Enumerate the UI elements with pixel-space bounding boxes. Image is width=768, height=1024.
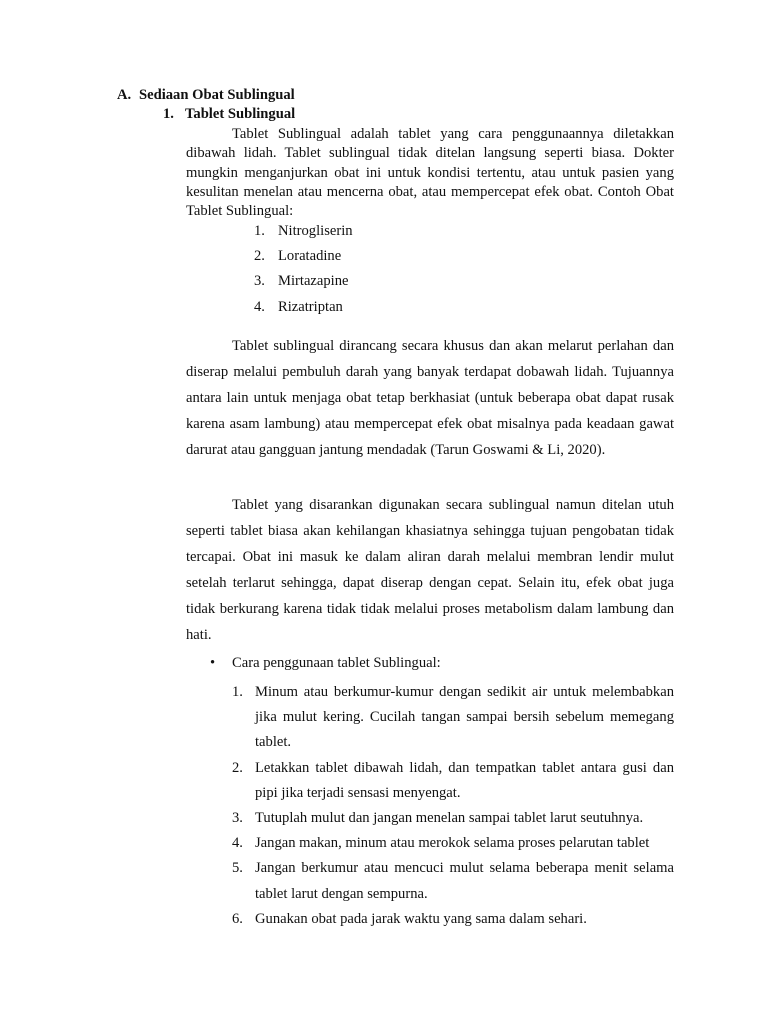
- usage-steps-list: [232, 680, 674, 932]
- step-number: 2.: [232, 759, 243, 776]
- list-item: [254, 246, 353, 271]
- list-item-text: Nitrogliserin: [278, 223, 353, 239]
- body-paragraph-2: Tablet sublingual dirancang secara khusus dan akan melarut perlahan dan diserap melalui pembuluh darah yang banyak terdapat dobawah lidah. Tujuannya antara lain untuk menjaga obat tetap berkhasiat (untuk beberapa obat dapat rusak karena asam lambung) atau mempercepat efek obat misalnya pada keadaan gawat darurat atau gangguan jantung mendadak (Tarun Goswami & Li, 2020).: [186, 338, 674, 459]
- list-item: [232, 856, 674, 906]
- step-text: Letakkan tablet dibawah lidah, dan tempatkan tablet antara gusi dan pipi jika terjadi sensasi menyengat.: [255, 759, 674, 801]
- list-item: [254, 297, 353, 322]
- section-title: Sediaan Obat Sublingual: [139, 87, 295, 103]
- intro-paragraph: Tablet Sublingual adalah tablet yang cara penggunaannya diletakkan dibawah lidah. Tablet sublingual tidak ditelan langsung seperti biasa. Dokter mungkin menganjurkan obat ini untuk kondisi tertentu, atau untuk pasien yang kesulitan menelan atau mencerna obat, atau mempercepat efek obat. Contoh Obat Tablet Sublingual:: [186, 126, 674, 220]
- list-item-text: Loratadine: [278, 248, 342, 265]
- step-number: 3.: [232, 810, 243, 827]
- subsection-number: 1.: [163, 106, 174, 122]
- example-list: [254, 221, 353, 322]
- step-text: Tutuplah mulut dan jangan menelan sampai tablet larut seutuhnya.: [255, 810, 644, 827]
- bullet-icon: •: [210, 655, 216, 671]
- list-item: [232, 756, 674, 806]
- list-item-text: Rizatriptan: [278, 298, 343, 315]
- list-item-number: 3.: [254, 273, 265, 290]
- list-item-number: 2.: [254, 248, 265, 265]
- subsection-title: Tablet Sublingual: [185, 106, 296, 122]
- list-item-number: 1.: [254, 223, 265, 239]
- section-letter: A.: [117, 87, 132, 103]
- list-item-number: 4.: [254, 298, 265, 315]
- step-number: 1.: [232, 684, 243, 700]
- list-item: [232, 806, 674, 831]
- step-number: 6.: [232, 910, 243, 927]
- usage-bullet: [210, 655, 441, 672]
- list-item: [254, 271, 353, 296]
- step-text: Jangan makan, minum atau merokok selama proses pelarutan tablet: [255, 835, 650, 852]
- body-paragraph-3: Tablet yang disarankan digunakan secara sublingual namun ditelan utuh seperti tablet biasa akan kehilangan khasiatnya sehingga tujuan pengobatan tidak tercapai. Obat ini masuk ke dalam aliran darah melalui membran lendir mulut setelah terlarut sehingga, dapat diserap dengan cepat. Selain itu, efek obat juga tidak berkurang karena tidak tidak melalui proses metabolism dalam lambung dan hati.: [186, 497, 674, 644]
- step-number: 5.: [232, 860, 243, 877]
- step-text: Jangan berkumur atau mencuci mulut selama beberapa menit selama tablet larut dengan sempurna.: [255, 860, 674, 902]
- bullet-text: Cara penggunaan tablet Sublingual:: [232, 655, 441, 671]
- step-text: Gunakan obat pada jarak waktu yang sama dalam sehari.: [255, 910, 587, 927]
- subsection-heading: [163, 106, 295, 123]
- step-number: 4.: [232, 835, 243, 852]
- list-item: [232, 680, 674, 756]
- list-item: [232, 831, 674, 856]
- list-item-text: Mirtazapine: [278, 273, 349, 290]
- list-item: [254, 221, 353, 246]
- section-heading: [117, 87, 295, 104]
- list-item: [232, 907, 674, 932]
- step-text: Minum atau berkumur-kumur dengan sedikit air untuk melembabkan jika mulut kering. Cucilah tangan sampai bersih sebelum memegang tablet.: [255, 684, 674, 751]
